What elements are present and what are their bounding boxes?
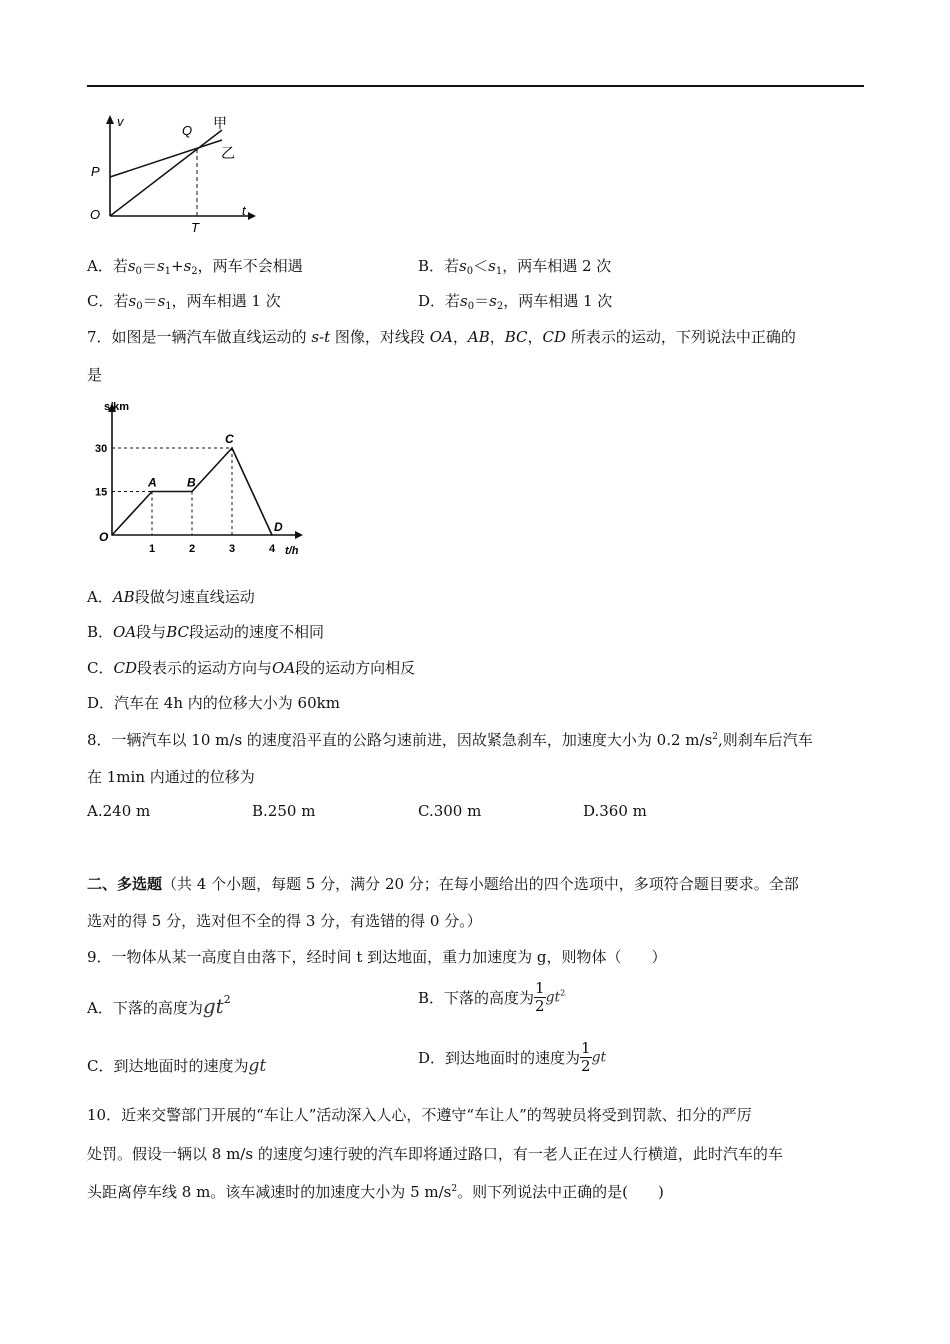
q9-option-b: B．下落的高度为 $\frac{1}{2}$ $gt^2$ [418, 979, 566, 1015]
vt-line-yi [110, 140, 222, 177]
st-x-axis-arrow [295, 531, 303, 539]
q6-option-a: A．若$s_0=s_1+s_2$，两车不会相遇 [87, 257, 303, 277]
q8-option-c: C.300 m [418, 802, 482, 820]
st-data-point [231, 447, 233, 449]
vt-p-label: P [91, 164, 100, 179]
vt-T-label: T [191, 220, 199, 235]
q6-option-b: B．若$s_0<s_1$，两车相遇 2 次 [418, 257, 612, 277]
q10-line3: 头距离停车线 8 m。该车减速时的加速度大小为 5 $m/s^2$。则下列说法中正确的是( ) [87, 1183, 664, 1201]
q6-option-d: D．若$s_0=s_2$，两车相遇 1 次 [418, 292, 613, 312]
st-y-tick-label: 30 [95, 443, 108, 455]
st-point-label-A: A [148, 475, 157, 490]
st-point-label-D: D [274, 520, 283, 534]
q8-option-d: D.360 m [583, 802, 647, 820]
q9-option-d: D．到达地面时的速度为 $\frac{1}{2}$ gt [418, 1039, 607, 1075]
q6-option-c: C．若$s_0=s_1$，两车相遇 1 次 [87, 292, 281, 312]
q7-stem-line2: 是 [87, 366, 103, 384]
q8-stem-line1: 8．一辆汽车以 10 m/s 的速度沿平直的公路匀速前进，因故紧急刹车，加速度大小为 0.2 $m/s^2$,则刹车后汽车 [87, 731, 813, 749]
vt-origin-label: O [90, 207, 101, 222]
st-data-point [111, 534, 113, 536]
st-point-label-C: C [225, 432, 234, 446]
q10-line2: 处罚。假设一辆以 8 m/s 的速度匀速行驶的汽车即将通过路口，有一老人正在过人行横道，此时汽车的车 [87, 1145, 783, 1163]
header-rule [87, 85, 864, 87]
st-graph-chart [90, 396, 310, 562]
q7-option-a: A．AB段做匀速直线运动 [87, 588, 255, 606]
q9-option-c: C．到达地面时的速度为gt [87, 1056, 267, 1076]
q10-line1: 10．近来交警部门开展的“车让人”活动深入人心，不遵守“车让人”的驾驶员将受到罚款、扣分的严厉 [87, 1106, 752, 1124]
q7-option-d: D．汽车在 4h 内的位移大小为 60km [87, 694, 340, 712]
vt-q-label: Q [182, 123, 193, 138]
section2-header: 二、多选题（共 4 个小题，每题 5 分，满分 20 分；在每小题给出的四个选项中，多项符合题目要求。全部 [87, 875, 799, 893]
st-point-label-B: B [187, 475, 196, 490]
q7-stem-line1: 7．如图是一辆汽车做直线运动的 s-t 图像，对线段 OA，AB，BC，CD 所表示的运动，下列说法中正确的 [87, 328, 796, 346]
vt-v-label: v [117, 114, 124, 129]
vt-yi-label: 乙 [221, 145, 235, 161]
section2-title: 二、多选题 [87, 875, 163, 893]
st-y-tick-label: 15 [95, 486, 108, 499]
q8-option-b: B.250 m [252, 802, 316, 820]
st-x-tick-label: 2 [189, 543, 196, 555]
st-y-label: s/km [104, 401, 130, 413]
vt-graph-figure [80, 112, 260, 237]
st-x-label: t/h [285, 545, 299, 557]
st-data-point [151, 491, 153, 493]
st-data-point [271, 534, 273, 536]
vt-t-axis-arrow [248, 212, 256, 220]
vt-line-jia [110, 130, 222, 216]
st-point-label-O: O [99, 530, 109, 544]
q9-stem: 9．一物体从某一高度自由落下，经时间 t 到达地面，重力加速度为 g，则物体（ ） [87, 948, 667, 966]
q9-option-a: A．下落的高度为$gt^2$ [87, 993, 231, 1018]
vt-v-axis-arrow [106, 115, 114, 124]
st-x-tick-label: 4 [269, 543, 276, 555]
q7-option-c: C．CD段表示的运动方向与OA段的运动方向相反 [87, 659, 416, 677]
st-data-point [191, 491, 193, 493]
q8-stem-line2: 在 1min 内通过的位移为 [87, 768, 255, 786]
vt-t-label: t [242, 203, 246, 218]
q7-option-b: B．OA段与BC段运动的速度不相同 [87, 623, 324, 641]
section2-desc-line2: 选对的得 5 分，选对但不全的得 3 分，有选错的得 0 分。） [87, 912, 482, 930]
st-x-tick-label: 3 [229, 543, 236, 555]
st-x-tick-label: 1 [149, 543, 156, 555]
q8-option-a: A.240 m [87, 802, 151, 820]
vt-jia-label: 甲 [213, 115, 227, 131]
